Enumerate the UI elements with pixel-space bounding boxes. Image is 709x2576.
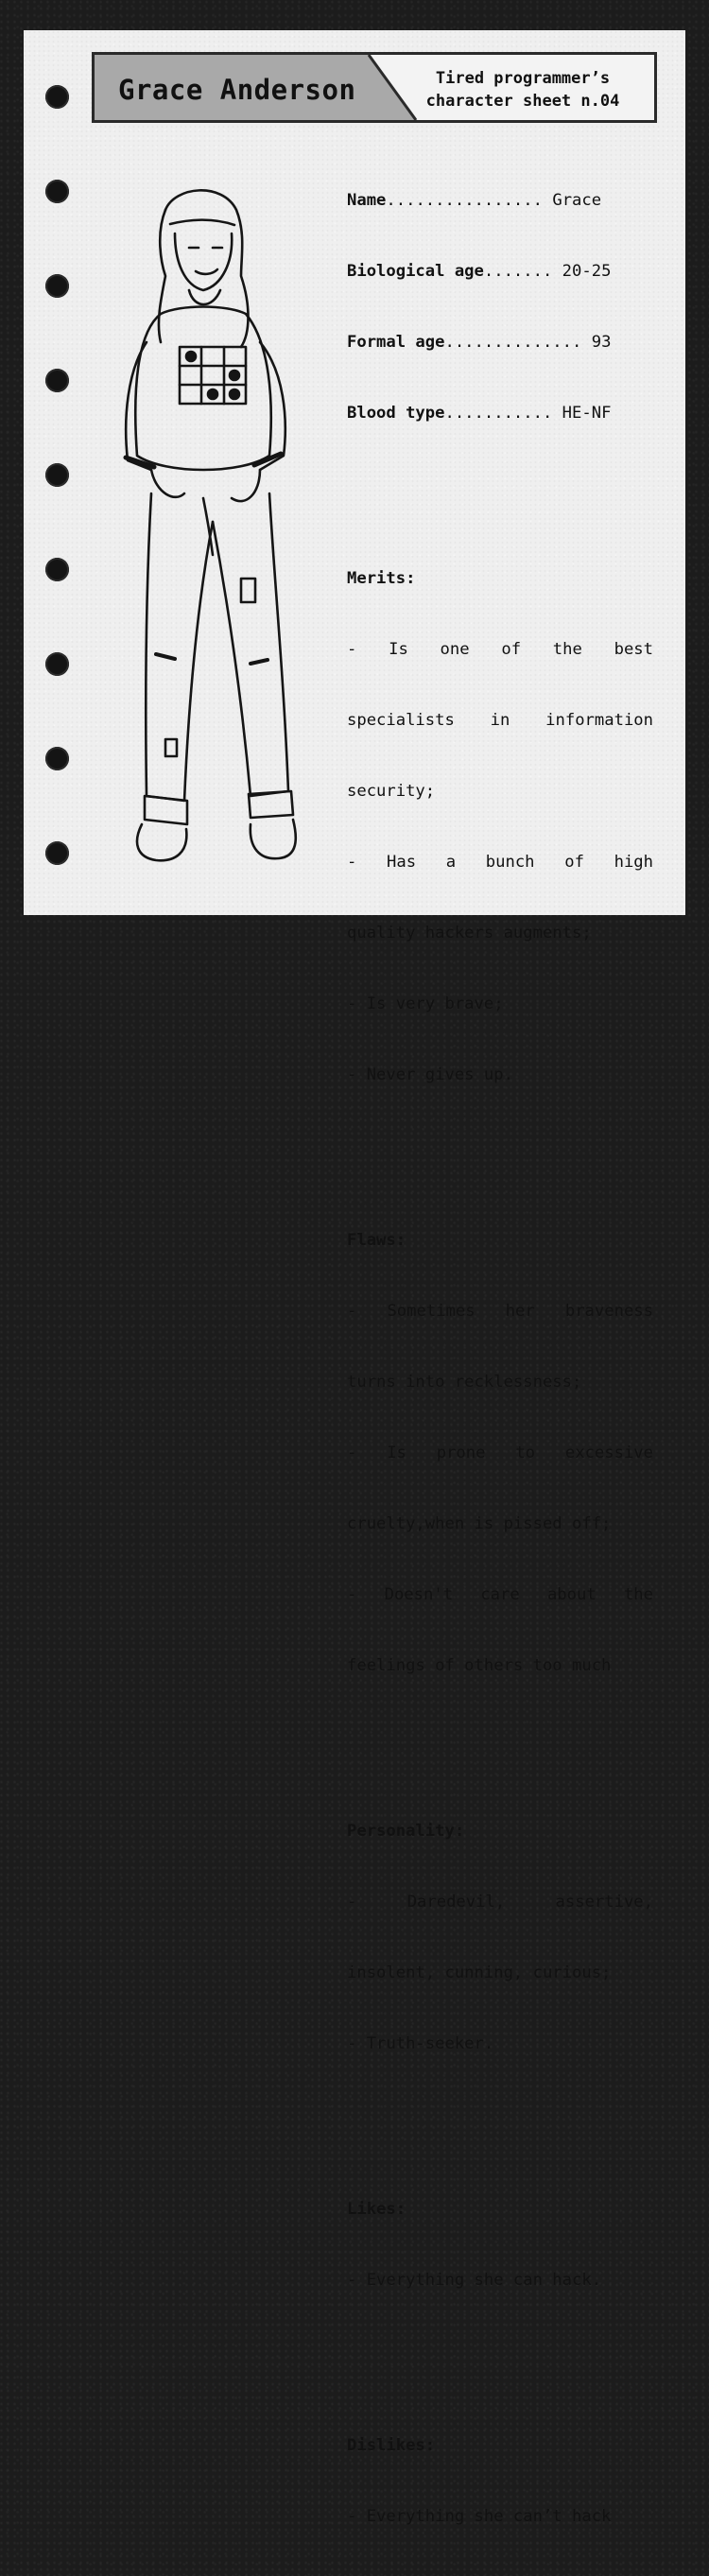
- stat-leader-dots: ...........: [444, 404, 553, 423]
- character-sheet-page: [24, 30, 685, 2526]
- merit-line: - Is very brave;: [347, 994, 504, 1013]
- merit-line: specialists in information: [347, 711, 653, 730]
- stat-leader-dots: ................: [386, 191, 543, 210]
- stat-value: 93: [591, 333, 612, 352]
- character-name-title: Grace Anderson: [118, 74, 356, 106]
- dislikes-heading: Dislikes:: [347, 2436, 436, 2455]
- stat-value: Grace: [552, 191, 602, 210]
- stat-label: Blood type: [347, 404, 445, 423]
- stat-value: HE-NF: [562, 404, 612, 423]
- personality-line: - Daredevil, assertive,: [347, 1893, 653, 1911]
- stat-row-formal-age: [347, 331, 653, 354]
- binder-hole: [45, 180, 69, 203]
- stat-row-blood-type: [347, 402, 653, 425]
- stat-label: Name: [347, 191, 387, 210]
- sheet-subtitle: [405, 67, 641, 112]
- merit-line: - Never gives up.: [347, 1065, 513, 1084]
- character-info-panel: [347, 142, 653, 2576]
- flaw-line: - Is prone to excessive: [347, 1444, 653, 1462]
- likes-line: - Everything she can hack.: [347, 2271, 602, 2290]
- merit-line: - Is one of the best: [347, 640, 653, 659]
- binder-hole: [45, 652, 69, 676]
- binder-hole: [45, 841, 69, 865]
- dislikes-line: - Everything she can’t hack: [347, 2507, 612, 2526]
- binder-hole: [45, 558, 69, 581]
- character-sketch: [109, 182, 317, 872]
- flaw-line: feelings of others too much: [347, 1656, 612, 1675]
- binder-hole: [45, 85, 69, 109]
- merit-line: - Has a bunch of high: [347, 853, 653, 872]
- personality-line: insolent, cunning, curious;: [347, 1963, 612, 1982]
- binder-hole: [45, 369, 69, 392]
- merits-heading: Merits:: [347, 569, 416, 588]
- merit-line: quality hackers augments;: [347, 924, 592, 942]
- flaw-line: - Doesn't care about the: [347, 1585, 653, 1604]
- flaw-line: cruelty,when is pissed off;: [347, 1514, 612, 1533]
- stat-label: Formal age: [347, 333, 445, 352]
- subtitle-line-1: Tired programmer’s: [435, 69, 611, 88]
- stat-label: Biological age: [347, 262, 484, 281]
- flaw-line: turns into recklessness;: [347, 1373, 582, 1392]
- likes-heading: Likes:: [347, 2200, 406, 2219]
- stat-row-biological-age: [347, 260, 653, 284]
- binder-hole: [45, 274, 69, 298]
- title-banner: [92, 52, 657, 123]
- flaw-line: - Sometimes her braveness: [347, 1302, 653, 1321]
- subtitle-line-2: character sheet n.04: [425, 92, 620, 111]
- flaws-heading: Flaws:: [347, 1231, 406, 1250]
- personality-heading: Personality:: [347, 1822, 465, 1841]
- binder-hole: [45, 747, 69, 770]
- personality-line: - Truth-seeker.: [347, 2034, 494, 2053]
- merit-line: security;: [347, 782, 436, 801]
- stat-leader-dots: ..............: [444, 333, 582, 352]
- stat-leader-dots: .......: [483, 262, 553, 281]
- binder-hole: [45, 463, 69, 487]
- stat-row-name: [347, 189, 653, 213]
- stat-value: 20-25: [562, 262, 612, 281]
